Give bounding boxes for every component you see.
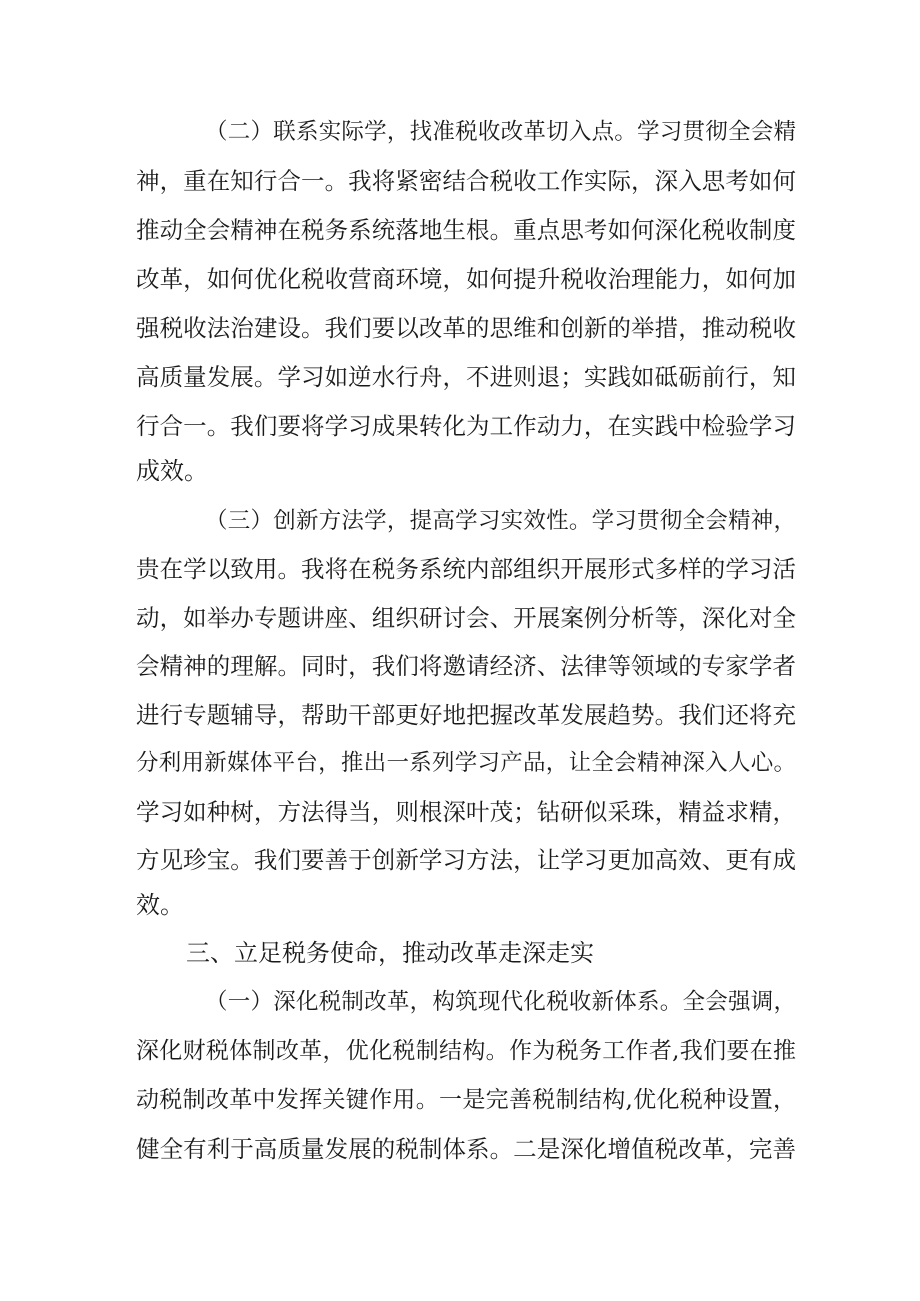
paragraph-2-line-6: 分利用新媒体平台，推出一系列学习产品，让全会精神深入人心。 — [136, 750, 796, 776]
paragraph-3-line-1: （一）深化税制改革，构筑现代化税收新体系。全会强调， — [205, 989, 796, 1015]
paragraph-2-line-5: 进行专题辅导，帮助干部更好地把握改革发展趋势。我们还将充 — [136, 701, 796, 729]
paragraph-1-line-2: 神，重在知行合一。我将紧密结合税收工作实际，深入思考如何 — [136, 167, 796, 195]
paragraph-2-line-3: 动，如举办专题讲座、组织研讨会、开展案例分析等，深化对全 — [136, 604, 796, 632]
paragraph-1-line-5: 强税收法治建设。我们要以改革的思维和创新的举措，推动税收 — [136, 314, 796, 342]
paragraph-3-line-2: 深化财税体制改革，优化税制结构。作为税务工作者,我们要在推 — [136, 1038, 796, 1064]
paragraph-1-line-8: 成效。 — [136, 457, 208, 485]
section-heading: 三、立足税务使命，推动改革走深走实 — [186, 939, 594, 967]
paragraph-2-line-1: （三）创新方法学，提高学习实效性。学习贯彻全会精神， — [205, 508, 796, 534]
paragraph-1-line-7: 行合一。我们要将学习成果转化为工作动力，在实践中检验学习 — [136, 412, 796, 440]
paragraph-1-line-6: 高质量发展。学习如逆水行舟，不进则退；实践如砥砺前行，知 — [136, 363, 796, 391]
paragraph-3-line-4: 健全有利于高质量发展的税制体系。二是深化增值税改革，完善 — [136, 1135, 796, 1163]
paragraph-2-line-7: 学习如种树，方法得当，则根深叶茂；钻研似采珠，精益求精， — [136, 798, 796, 826]
paragraph-2-line-2: 贵在学以致用。我将在税务系统内部组织开展形式多样的学习活 — [136, 555, 796, 583]
paragraph-2-line-8: 方见珍宝。我们要善于创新学习方法，让学习更加高效、更有成 — [136, 846, 796, 874]
paragraph-2-line-9: 效。 — [136, 891, 184, 919]
paragraph-3-line-3: 动税制改革中发挥关键作用。一是完善税制结构,优化税种设置， — [136, 1087, 796, 1113]
paragraph-1-line-3: 推动全会精神在税务系统落地生根。重点思考如何深化税收制度 — [136, 216, 796, 244]
paragraph-2-line-4: 会精神的理解。同时，我们将邀请经济、法律等领域的专家学者 — [136, 652, 796, 680]
paragraph-1-line-1: （二）联系实际学，找准税收改革切入点。学习贯彻全会精 — [205, 119, 796, 145]
paragraph-1-line-4: 改革，如何优化税收营商环境，如何提升税收治理能力，如何加 — [136, 265, 796, 293]
